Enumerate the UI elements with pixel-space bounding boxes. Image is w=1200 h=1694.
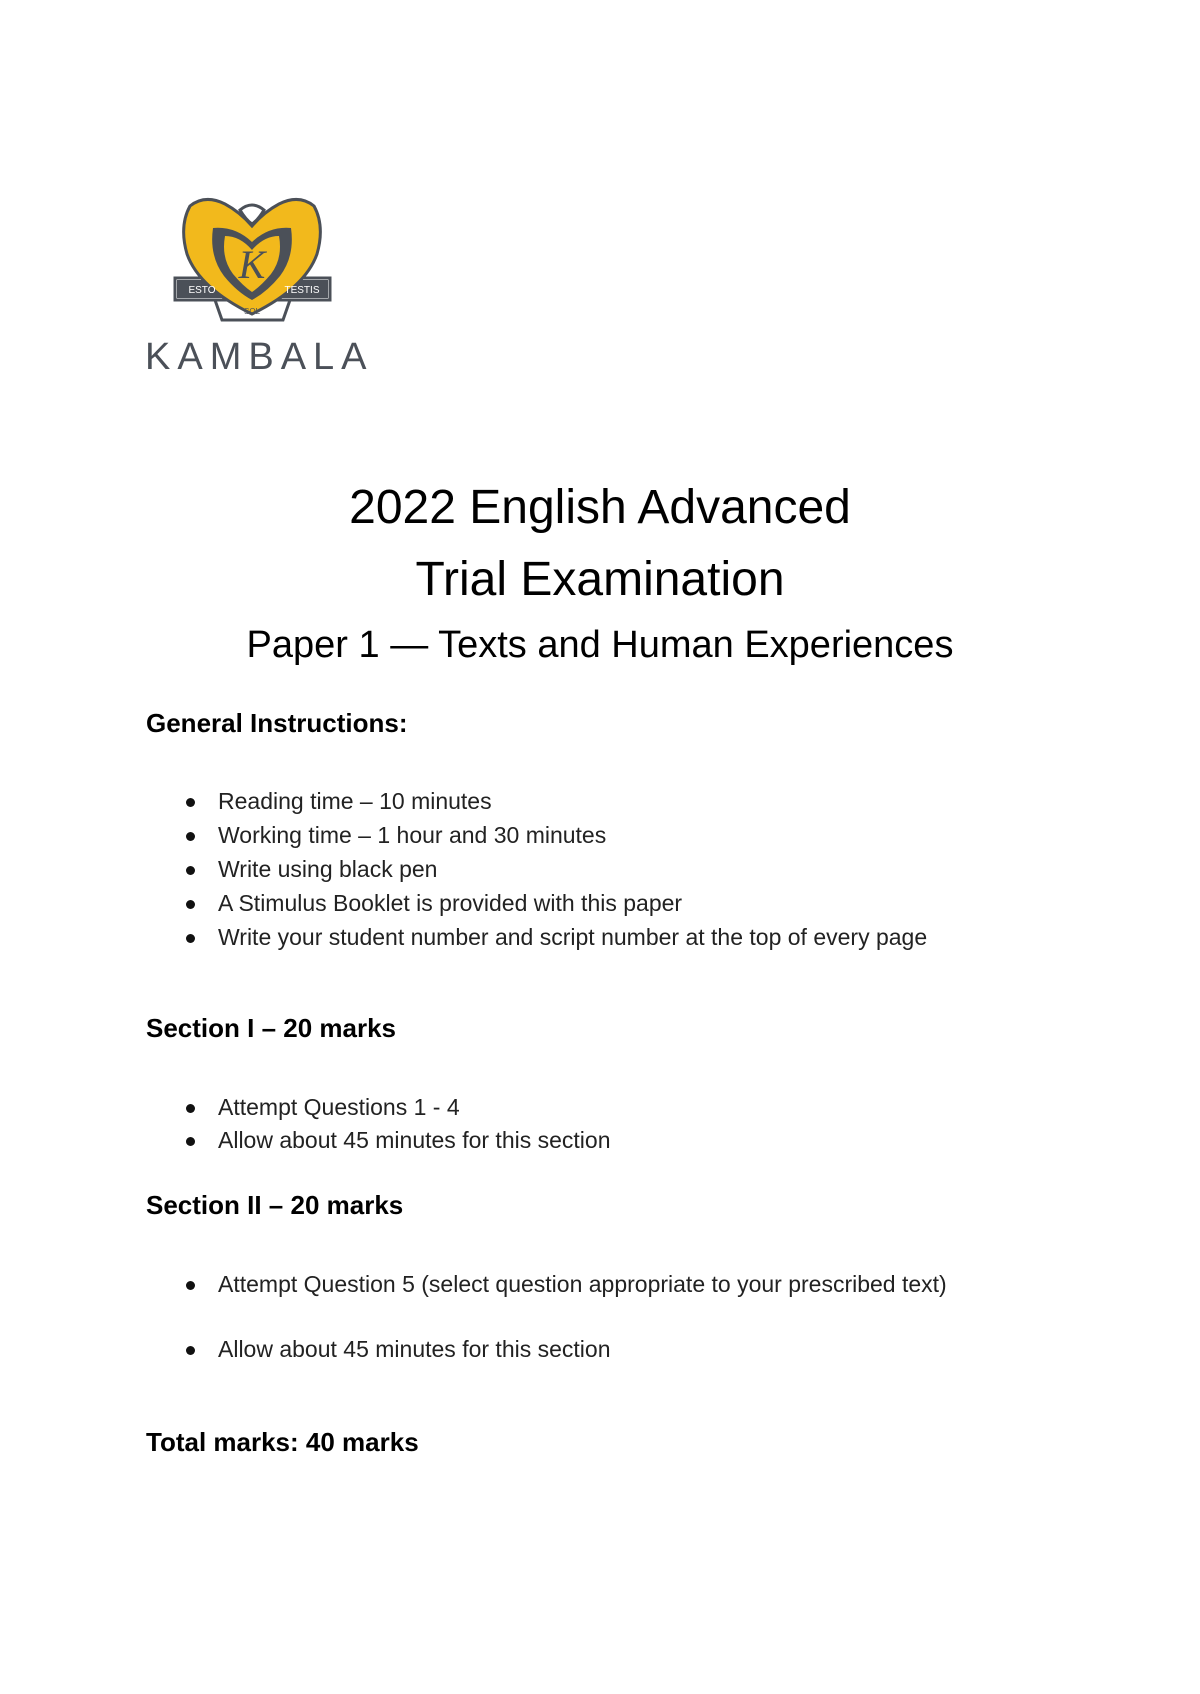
general-instructions-heading: General Instructions: [146, 708, 408, 738]
bullet-icon [186, 934, 195, 943]
exam-title-line2: Trial Examination [415, 553, 785, 606]
motto-left: ESTO [188, 285, 216, 296]
list-item: Attempt Question 5 (select question appropriate to your prescribed text) [218, 1270, 947, 1298]
school-logo [145, 196, 374, 381]
section-1-heading: Section I – 20 marks [146, 1013, 397, 1043]
logo-wordmark: KAMBALA [145, 336, 374, 378]
motto-bottom: SOL [243, 307, 261, 316]
bullet-icon [186, 798, 195, 807]
bullet-icon [186, 866, 195, 875]
motto-right: TESTIS [284, 285, 320, 296]
bullet-icon [186, 832, 195, 841]
list-item: Working time – 1 hour and 30 minutes [218, 821, 606, 849]
exam-subtitle: Paper 1 — Texts and Human Experiences [246, 624, 954, 666]
bullet-icon [186, 1137, 195, 1146]
list-item: A Stimulus Booklet is provided with this paper [218, 889, 682, 917]
bullet-icon [186, 1104, 195, 1113]
list-item: Allow about 45 minutes for this section [218, 1126, 610, 1154]
section-2-heading: Section II – 20 marks [146, 1190, 404, 1220]
school-crest-icon [145, 196, 360, 336]
bullet-icon [186, 1346, 195, 1355]
crest-monogram: K [238, 242, 266, 287]
list-item: Write using black pen [218, 855, 437, 883]
bullet-icon [186, 900, 195, 909]
list-item: Allow about 45 minutes for this section [218, 1335, 610, 1363]
bullet-icon [186, 1281, 195, 1290]
list-item: Attempt Questions 1 - 4 [218, 1093, 460, 1121]
list-item: Reading time – 10 minutes [218, 787, 492, 815]
total-marks: Total marks: 40 marks [146, 1427, 419, 1457]
exam-title: 2022 English Advanced [349, 481, 851, 534]
list-item: Write your student number and script number at the top of every page [218, 923, 927, 951]
